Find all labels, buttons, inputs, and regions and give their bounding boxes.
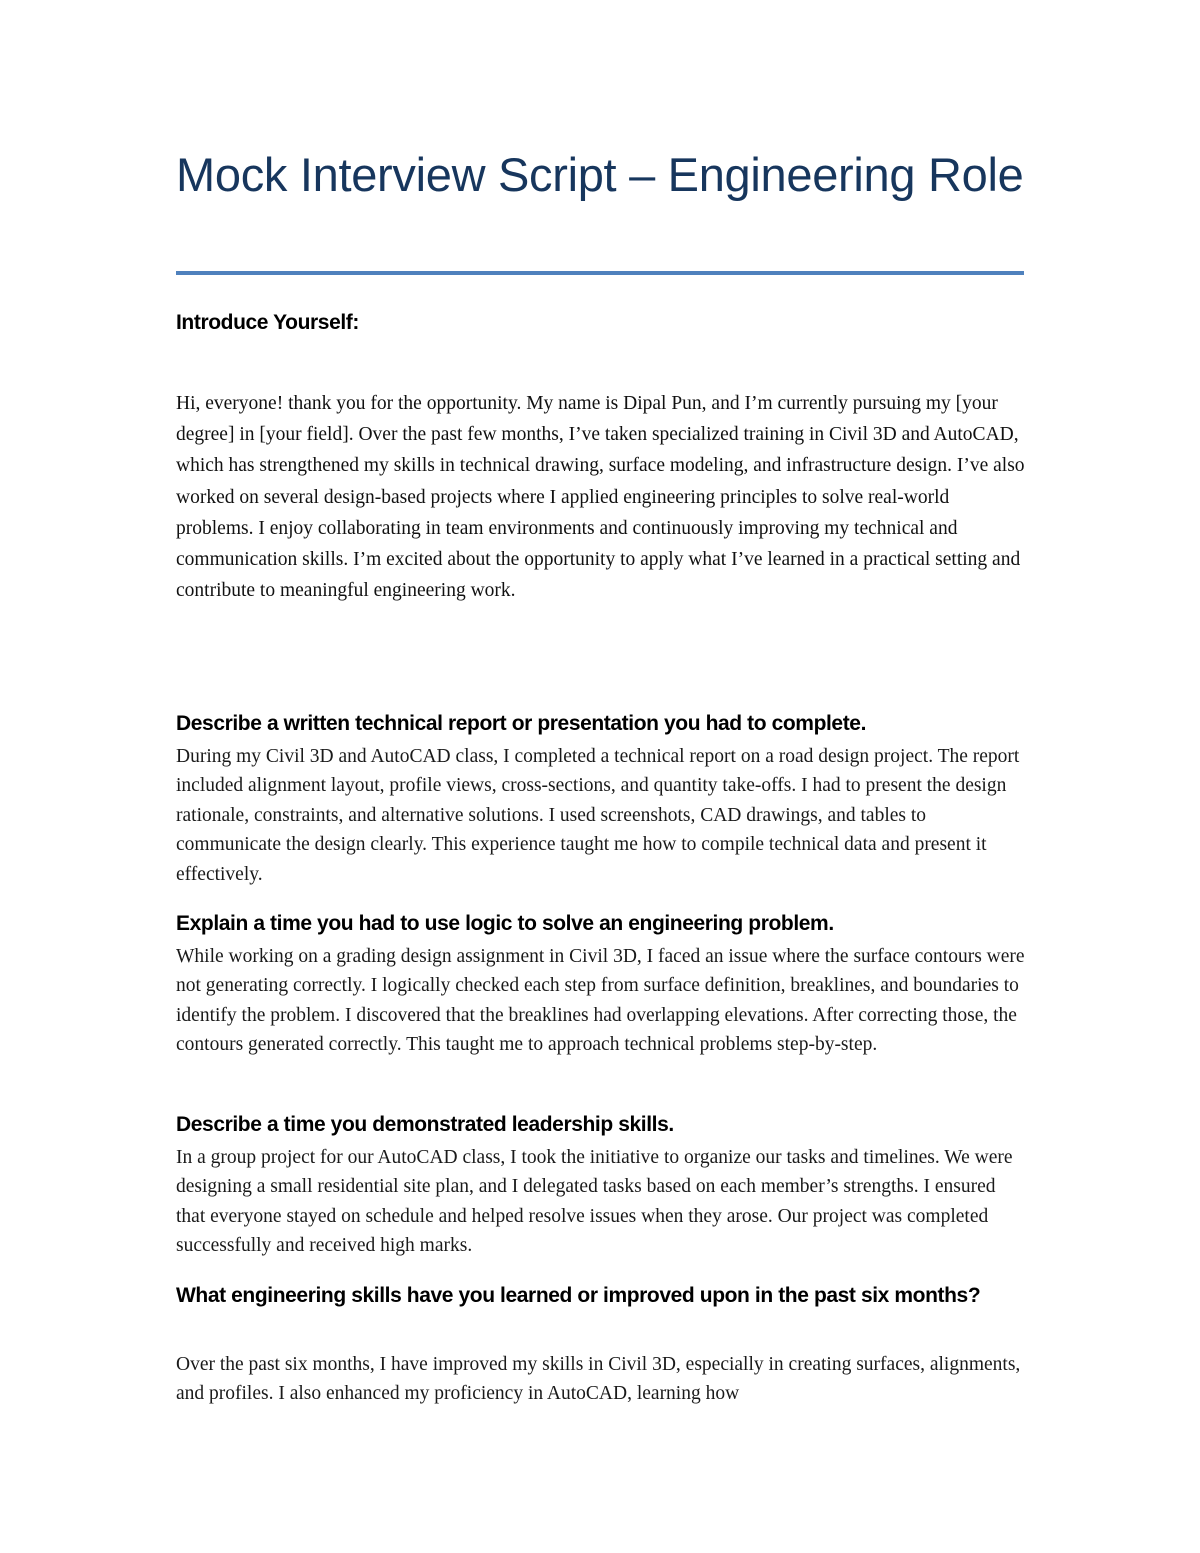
answer-skills-learned: Over the past six months, I have improved my skills in Civil 3D, especially in creating surfaces, alignments, and profiles. I also enhanced my proficiency in AutoCAD, learning how [176, 1354, 1021, 1405]
intro-paragraph: Hi, everyone! thank you for the opportunity. My name is Dipal Pun, and I’m currently pursuing my [your degree] in [your field]. Over the past few months, I’ve taken specialized training in Civil 3D and AutoCAD, which has strengthened my skills in technical drawing, surface modeling, and infrastructure design. I’ve also worked on several design-based projects where I applied engineering principles to solve real-world problems. I enjoy collaborating in team environments and continuously improving my technical and communication skills. I’m excited about the opportunity to apply what I’ve learned in a practical setting and contribute to meaningful engineering work. [176, 393, 1025, 602]
question-heading-leadership: Describe a time you demonstrated leadership skills. [176, 1113, 674, 1136]
question-heading-logic-problem: Explain a time you had to use logic to solve an engineering problem. [176, 912, 834, 935]
question-heading-technical-report: Describe a written technical report or presentation you had to complete. [176, 712, 867, 735]
title-underline-rule [176, 271, 1024, 275]
answer-logic-problem: While working on a grading design assignment in Civil 3D, I faced an issue where the surface contours were not generating correctly. I logically checked each step from surface definition, breaklines, and boundaries to identify the problem. I discovered that the breaklines had overlapping elevations. After correcting those, the contours generated correctly. This taught me to approach technical problems step-by-step. [176, 946, 1025, 1056]
answer-technical-report: During my Civil 3D and AutoCAD class, I completed a technical report on a road design project. The report included alignment layout, profile views, cross-sections, and quantity take-offs. I had to present the design rationale, constraints, and alternative solutions. I used screenshots, CAD drawings, and tables to communicate the design clearly. This experience taught me how to compile technical data and present it effectively. [176, 746, 1020, 885]
intro-heading: Introduce Yourself: [176, 311, 359, 334]
question-heading-skills-learned: What engineering skills have you learned or improved upon in the past six months? [176, 1284, 981, 1307]
document-title: Mock Interview Script – Engineering Role [176, 148, 1024, 201]
answer-leadership: In a group project for our AutoCAD class, I took the initiative to organize our tasks and timelines. We were designing a small residential site plan, and I delegated tasks based on each member’s strengths. I ensured that everyone stayed on schedule and helped resolve issues when they arose. Our project was completed successfully and received high marks. [176, 1147, 1013, 1257]
